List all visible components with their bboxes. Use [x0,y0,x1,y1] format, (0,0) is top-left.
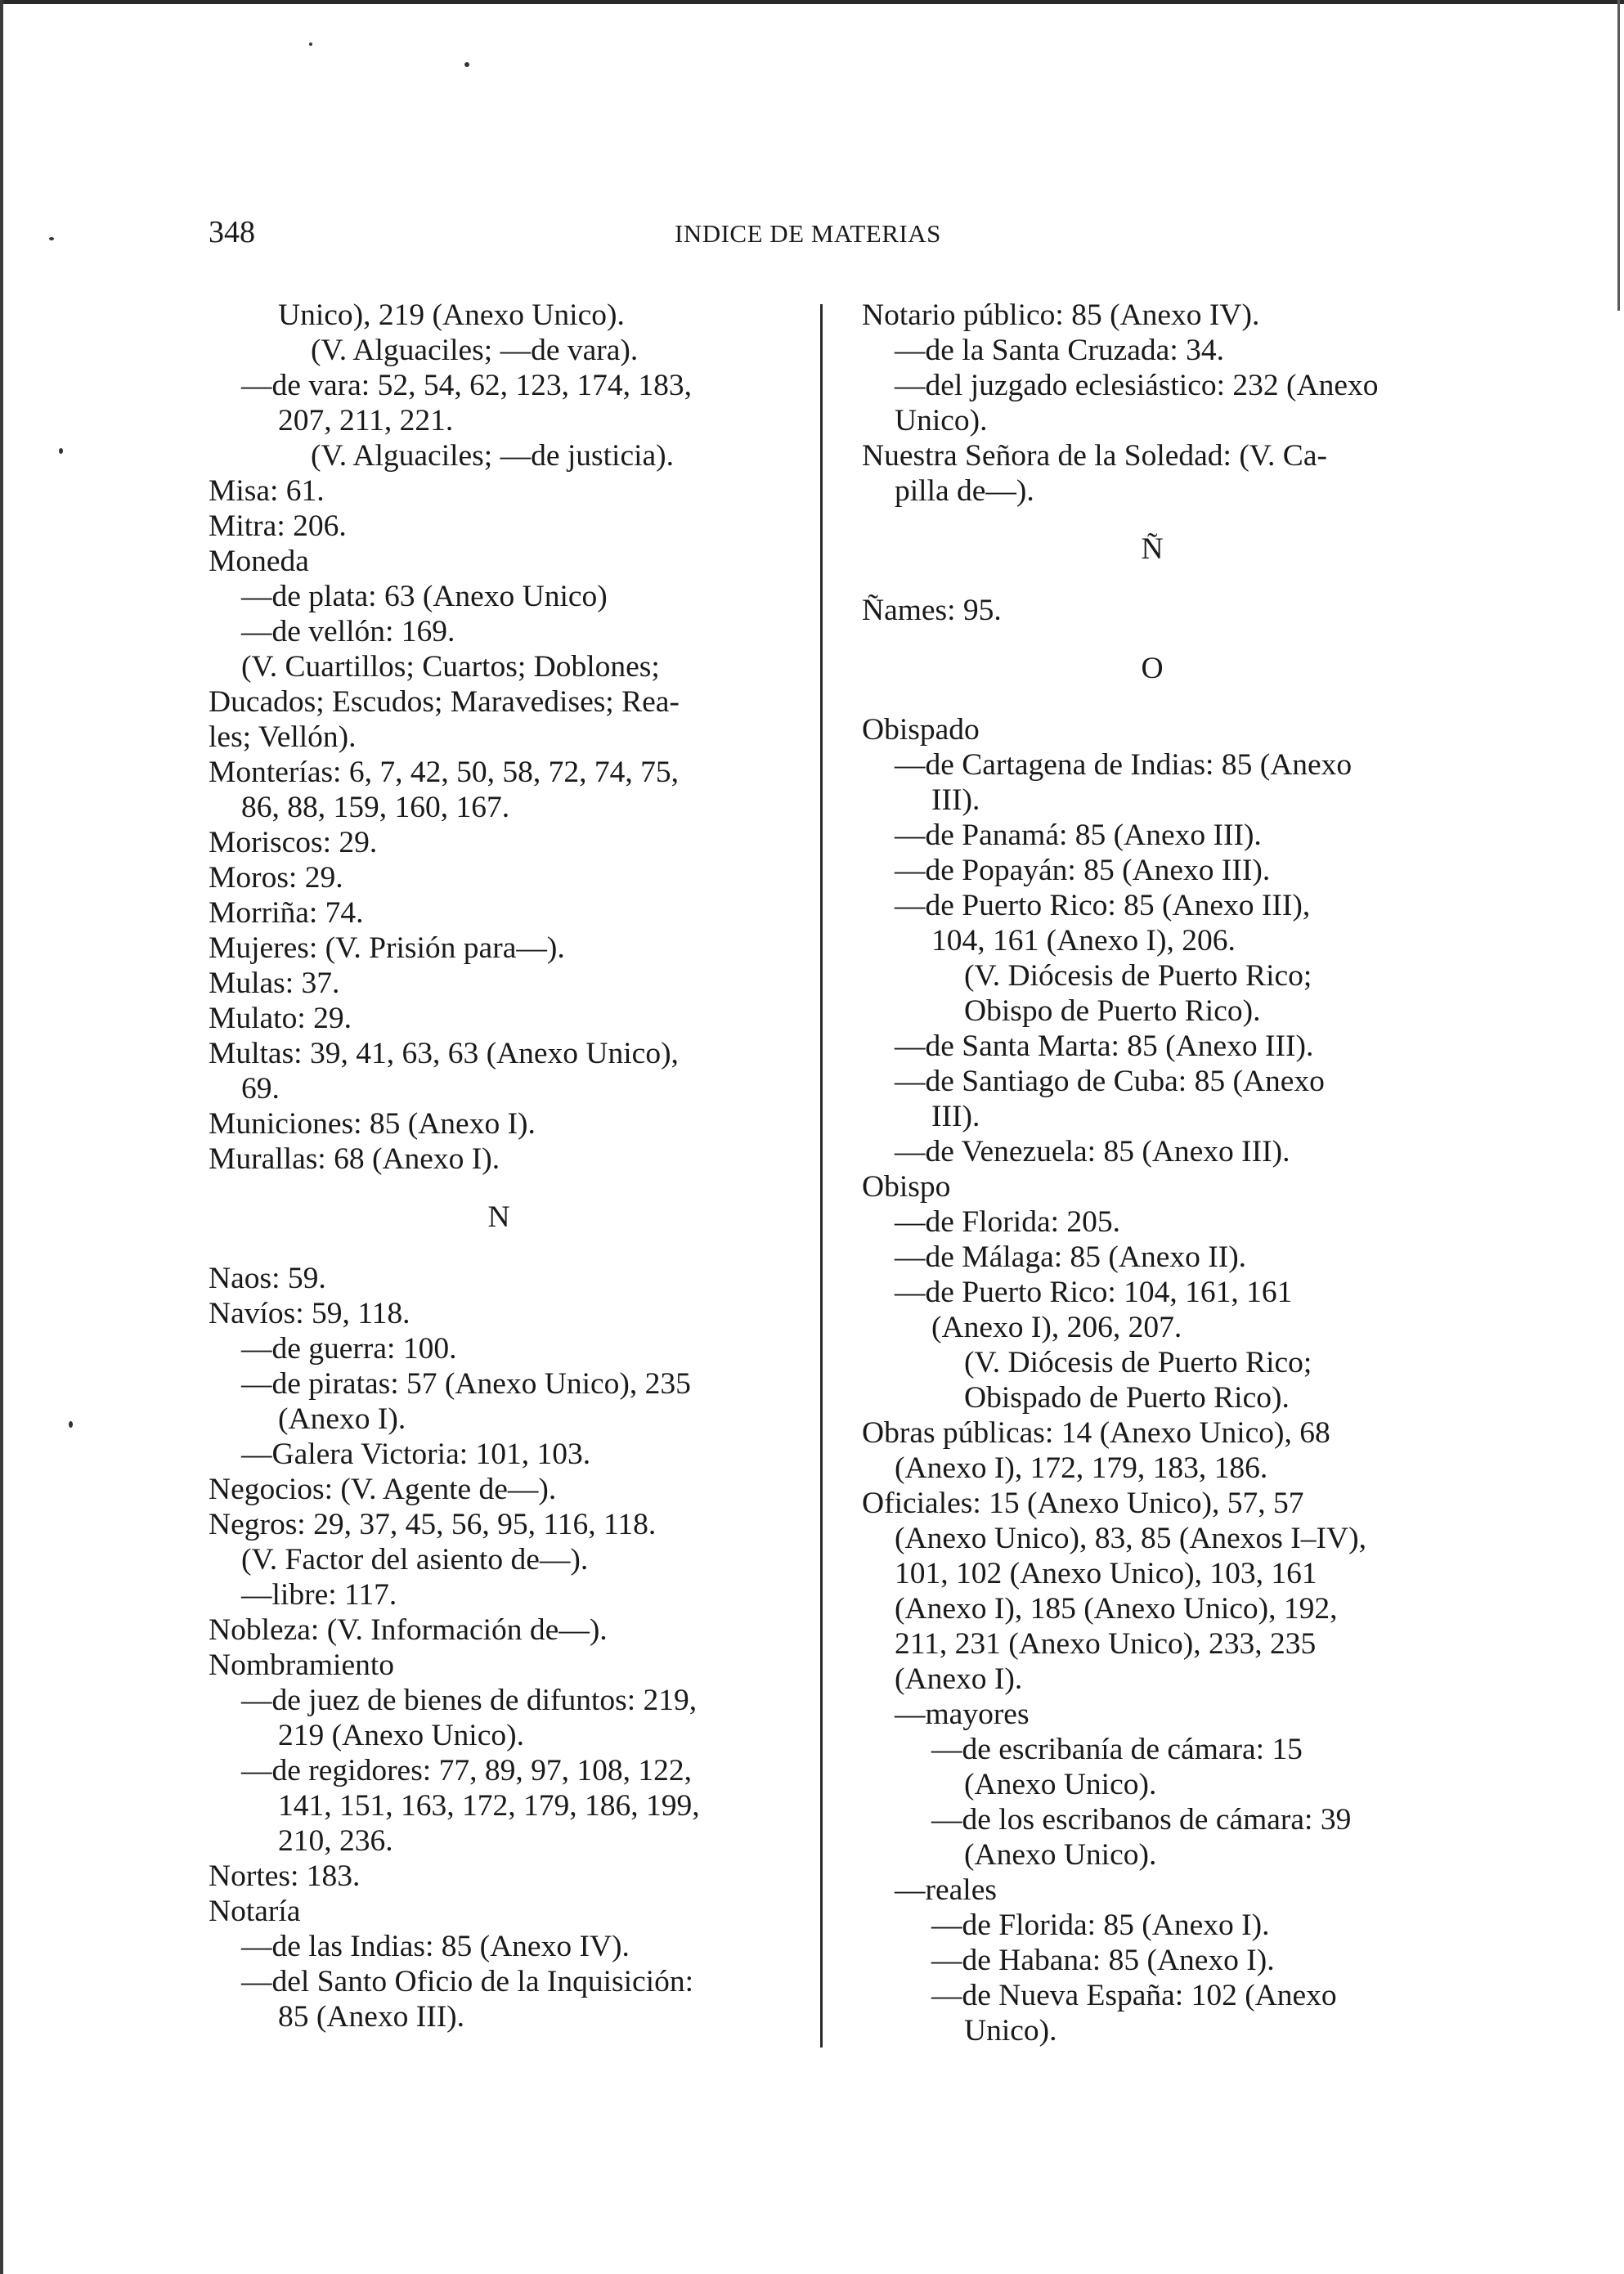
index-line: les; Vellón). [209,720,357,754]
index-line: —de guerra: 100. [241,1332,457,1366]
index-line: —libre: 117. [241,1578,397,1612]
index-line: —de piratas: 57 (Anexo Unico), 235 [241,1367,691,1401]
index-line: Municiones: 85 (Anexo I). [209,1107,536,1141]
index-line: —de Florida: 205. [895,1205,1121,1239]
index-line: —reales [895,1873,997,1907]
index-line: Nombramiento [209,1648,395,1682]
index-line: —de Nueva España: 102 (Anexo [931,1979,1337,2012]
index-line: 210, 236. [278,1824,393,1858]
index-line: 219 (Anexo Unico). [278,1719,524,1752]
page-number: 348 [209,215,255,249]
index-line: (Anexo I), 206, 207. [931,1311,1182,1344]
index-line: —de regidores: 77, 89, 97, 108, 122, [241,1754,692,1787]
index-line: (V. Cuartillos; Cuartos; Doblones; [241,650,660,684]
index-line: Moneda [209,545,309,578]
index-line: Moros: 29. [209,861,343,895]
index-line: (Anexo Unico). [964,1768,1157,1801]
index-line: Unico). [964,2014,1057,2047]
index-line: Navíos: 59, 118. [209,1297,410,1330]
index-line: Mujeres: (V. Prisión para—). [209,931,565,965]
index-line: Oficiales: 15 (Anexo Unico), 57, 57 [862,1487,1304,1520]
index-column-left [209,298,789,2034]
index-line: Monterías: 6, 7, 42, 50, 58, 72, 74, 75, [209,756,679,789]
index-line: —de las Indias: 85 (Anexo IV). [241,1930,630,1963]
index-line: 207, 211, 221. [278,404,454,437]
index-line: Morriña: 74. [209,896,364,930]
section-letter-n: N [487,1200,510,1234]
section-letter-enye: Ñ [1141,532,1164,566]
index-line: —de Puerto Rico: 85 (Anexo III), [895,889,1311,922]
index-line: Notaría [209,1895,301,1928]
scan-speck [464,62,469,67]
index-line: Mulato: 29. [209,1002,352,1035]
index-line: Obispado de Puerto Rico). [964,1381,1290,1415]
index-line: —del Santo Oficio de la Inquisición: [241,1965,694,1998]
index-line: —de Cartagena de Indias: 85 (Anexo [895,748,1353,782]
index-line: (V. Diócesis de Puerto Rico; [964,959,1312,993]
index-line: Multas: 39, 41, 63, 63 (Anexo Unico), [209,1037,679,1070]
index-line: 86, 88, 159, 160, 167. [241,791,510,824]
index-line: 104, 161 (Anexo I), 206. [931,924,1236,958]
index-line: Mulas: 37. [209,967,340,1000]
index-line: Nortes: 183. [209,1859,361,1893]
index-line: —de la Santa Cruzada: 34. [895,334,1224,367]
index-line: —de Santiago de Cuba: 85 (Anexo [895,1065,1325,1098]
index-line: —del juzgado eclesiástico: 232 (Anexo [895,369,1379,402]
index-line: —de Florida: 85 (Anexo I). [931,1908,1270,1942]
top-border-rule [0,0,1624,4]
index-line: (V. Factor del asiento de—). [241,1543,589,1577]
index-line: —Galera Victoria: 101, 103. [241,1438,591,1471]
index-line: (V. Alguaciles; —de vara). [311,334,639,367]
index-line: (Anexo Unico). [964,1838,1157,1872]
index-line: —de Panamá: 85 (Anexo III). [895,819,1262,852]
running-title: INDICE DE MATERIAS [675,219,941,248]
index-line: pilla de—). [895,474,1034,508]
section-letter-o: O [1141,652,1164,685]
index-line: Ñames: 95. [862,594,1002,627]
index-line: Unico), 219 (Anexo Unico). [278,298,625,332]
index-line: Negocios: (V. Agente de—). [209,1473,557,1506]
column-divider [820,304,823,2047]
index-line: 85 (Anexo III). [278,2000,465,2034]
index-line: Moriscos: 29. [209,826,378,859]
index-line: —de Venezuela: 85 (Anexo III). [895,1135,1290,1168]
index-line: —de Santa Marta: 85 (Anexo III). [895,1029,1314,1063]
index-line: 69. [241,1072,280,1106]
index-line: —de Habana: 85 (Anexo I). [931,1944,1275,1977]
index-line: —de Popayán: 85 (Anexo III). [895,854,1271,887]
index-line: —de plata: 63 (Anexo Unico) [241,580,608,613]
index-line: Obispo [862,1170,951,1204]
index-line: —de Málaga: 85 (Anexo II). [895,1240,1247,1274]
scan-speck [309,43,312,46]
index-line: (Anexo I), 185 (Anexo Unico), 192, [895,1592,1338,1626]
index-line: Murallas: 68 (Anexo I). [209,1142,500,1176]
index-line: —de Puerto Rico: 104, 161, 161 [895,1276,1293,1309]
index-line: (Anexo I). [895,1662,1023,1696]
index-line: Nobleza: (V. Información de—). [209,1613,608,1647]
scan-speck [49,237,54,240]
index-line: —de vara: 52, 54, 62, 123, 174, 183, [241,369,692,402]
index-line: —de escribanía de cámara: 15 [931,1733,1303,1766]
index-line: Nuestra Señora de la Soledad: (V. Ca- [862,439,1327,473]
left-border-rule [0,0,3,2274]
index-line: Obispo de Puerto Rico). [964,994,1261,1028]
index-line: 101, 102 (Anexo Unico), 103, 161 [895,1557,1317,1590]
scan-speck [69,1421,73,1428]
index-line: (Anexo Unico), 83, 85 (Anexos I–IV), [895,1522,1366,1555]
index-line: (V. Alguaciles; —de justicia). [311,439,675,473]
index-line: 141, 151, 163, 172, 179, 186, 199, [278,1789,700,1823]
index-line: 211, 231 (Anexo Unico), 233, 235 [895,1627,1317,1661]
index-line: III). [931,1100,980,1133]
index-line: Unico). [895,404,988,437]
index-line: —mayores [895,1698,1030,1731]
index-line: Obispado [862,713,980,747]
index-column-right [862,298,1442,2048]
index-line: —de los escribanos de cámara: 39 [931,1803,1352,1837]
page-header [209,214,1435,263]
index-line: (V. Diócesis de Puerto Rico; [964,1346,1312,1379]
index-line: Notario público: 85 (Anexo IV). [862,298,1260,332]
index-line: (Anexo I), 172, 179, 183, 186. [895,1451,1268,1485]
index-line: Obras públicas: 14 (Anexo Unico), 68 [862,1416,1330,1450]
scan-speck [59,448,63,454]
index-line: Mitra: 206. [209,509,347,543]
index-line: Naos: 59. [209,1262,326,1295]
index-line: Ducados; Escudos; Maravedises; Rea- [209,685,680,719]
index-line: Negros: 29, 37, 45, 56, 95, 116, 118. [209,1508,657,1541]
index-line: Misa: 61. [209,474,325,508]
right-border-mark [1617,0,1620,311]
index-line: III). [931,783,980,817]
index-line: —de vellón: 169. [241,615,455,648]
index-line: (Anexo I). [278,1402,406,1436]
index-line: —de juez de bienes de difuntos: 219, [241,1684,698,1717]
